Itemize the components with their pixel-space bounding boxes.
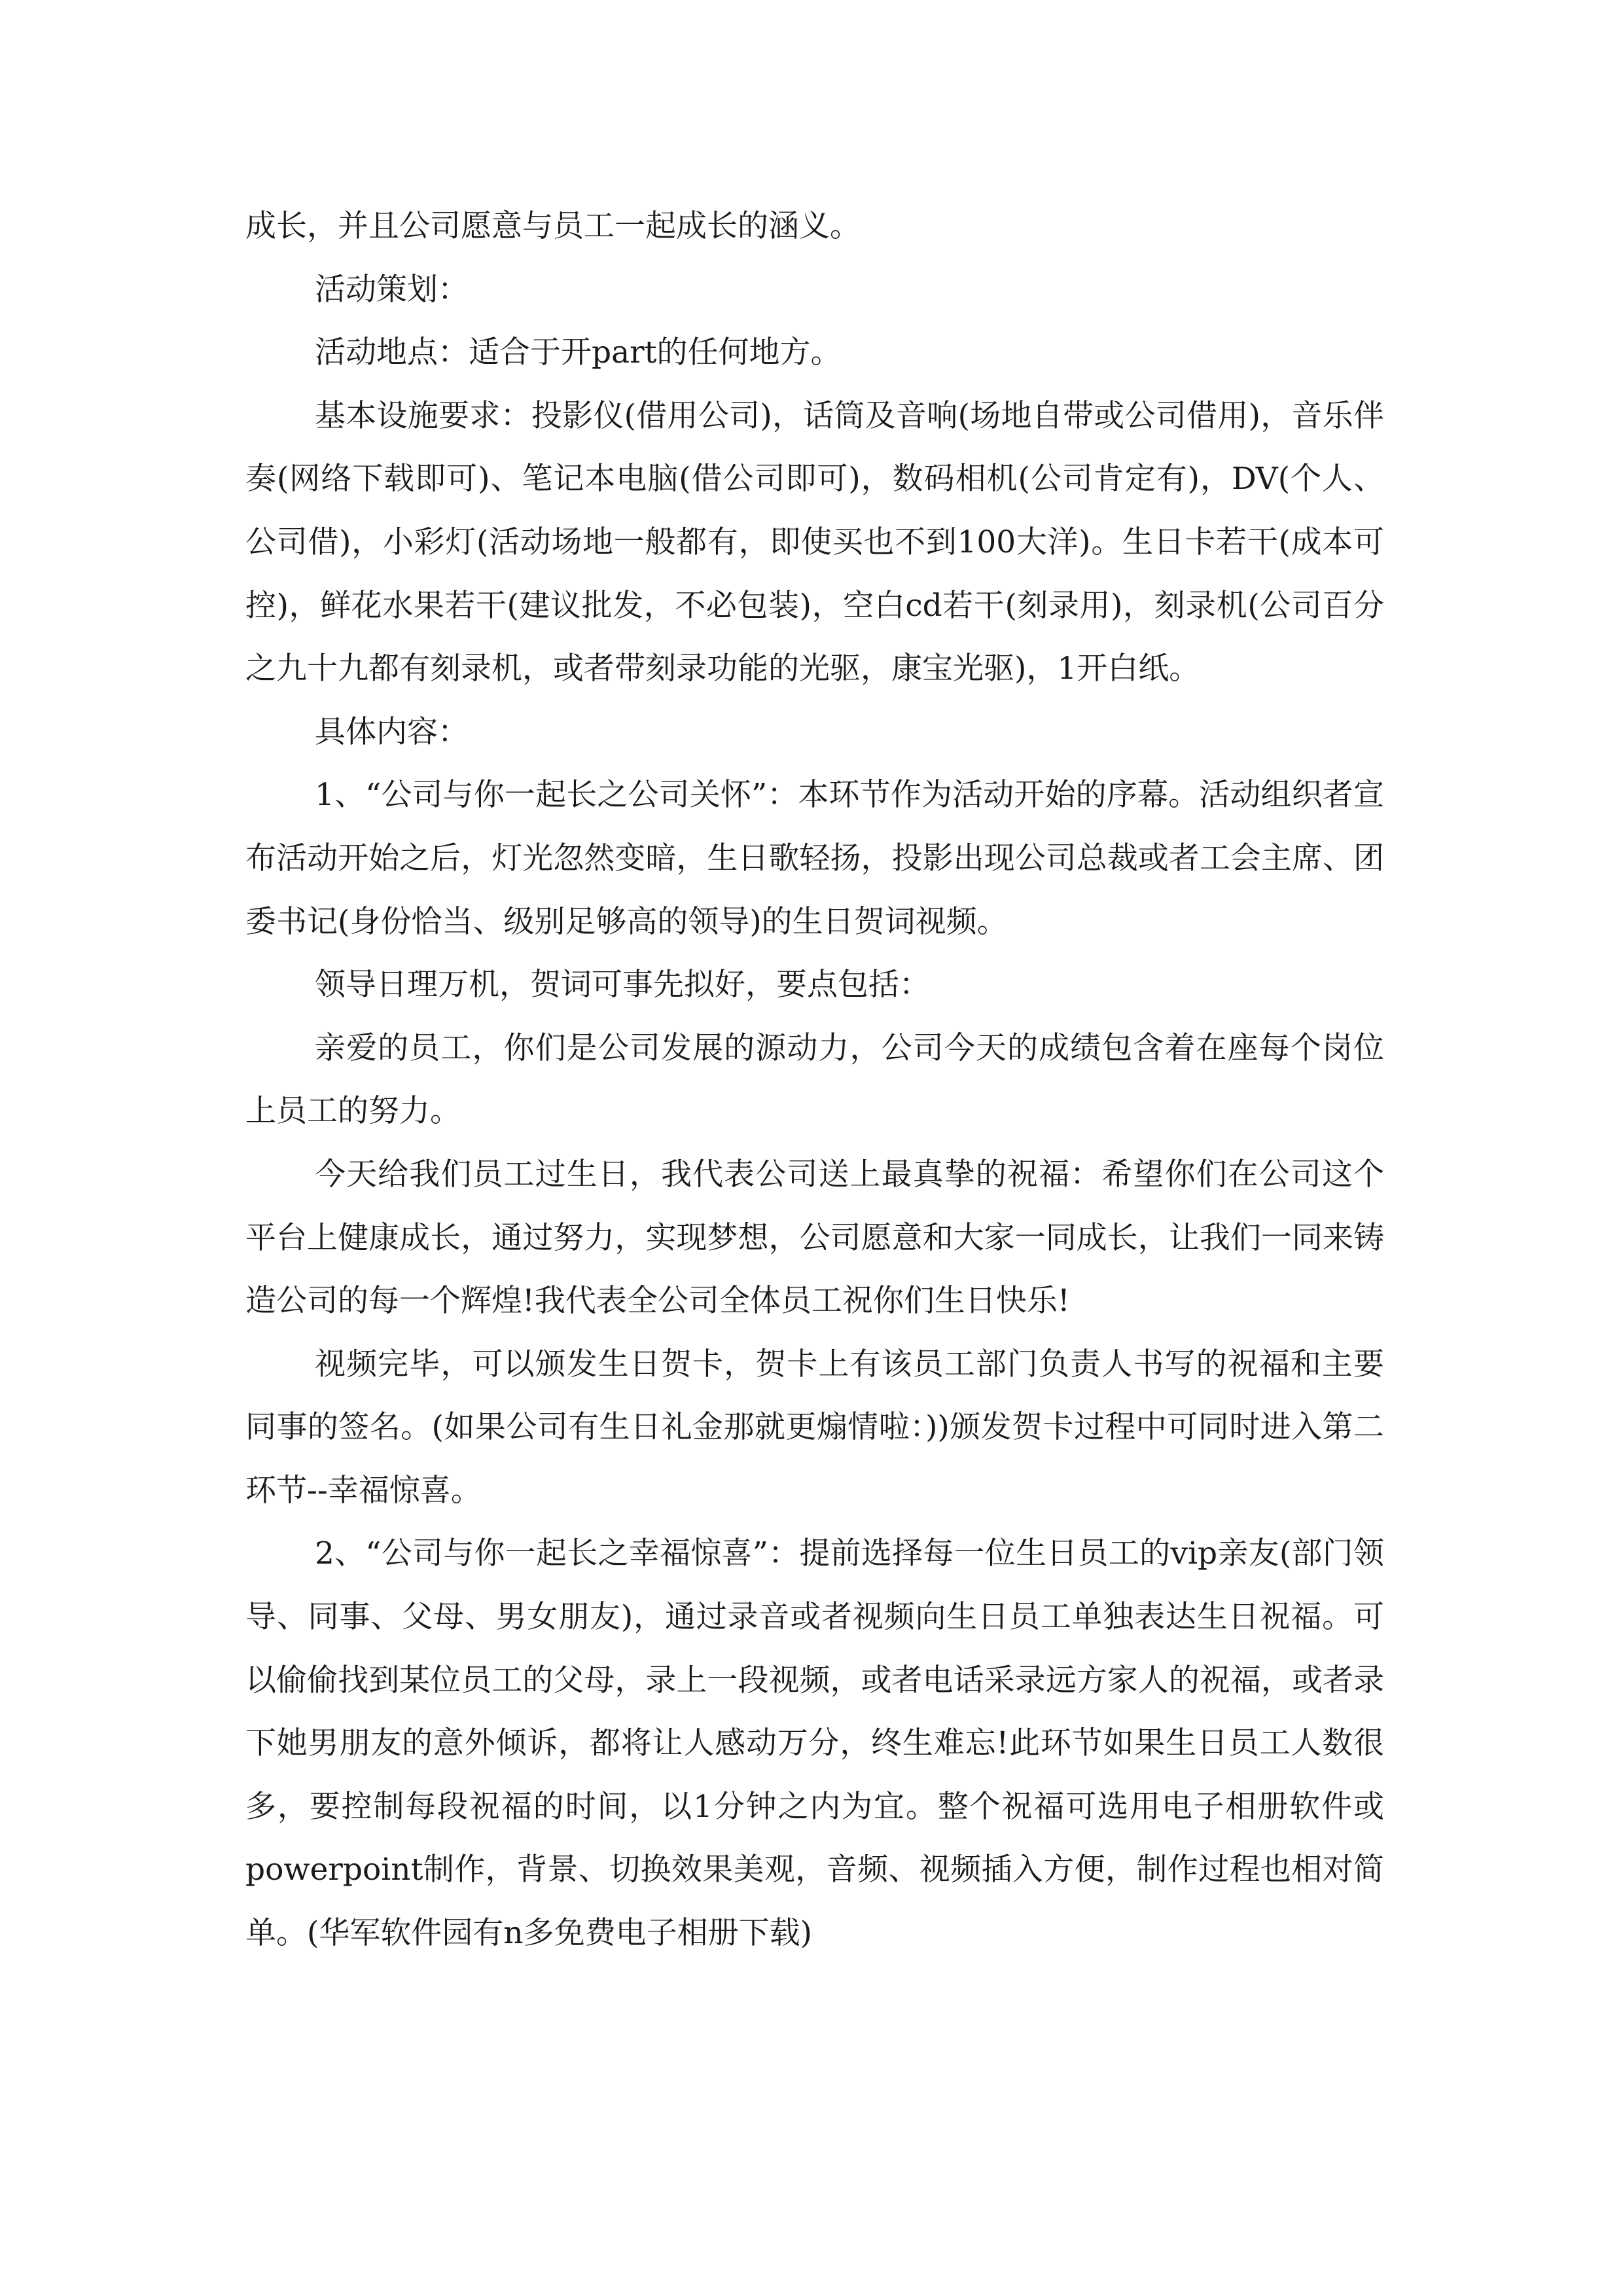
paragraph-continuation: 成长，并且公司愿意与员工一起成长的涵义。 (245, 208, 861, 244)
paragraph-section-1: 1、“公司与你一起长之公司关怀”：本环节作为活动开始的序幕。活动组织者宣布活动开始之后，灯光忽然变暗，生日歌轻扬，投影出现公司总裁或者工会主席、团委书记(身份恰当、级别足够高的领导)的生日贺词视频。 (245, 777, 1384, 940)
paragraph-activity-plan-heading: 活动策划： (315, 271, 469, 308)
paragraph-leader-note: 领导日理万机，贺词可事先拟好，要点包括： (315, 967, 930, 1003)
paragraph-facility-requirements: 基本设施要求：投影仪(借用公司)，话筒及音响(场地自带或公司借用)，音乐伴奏(网络下载即可)、笔记本电脑(借公司即可)，数码相机(公司肯定有)，DV(个人、公司借)，小彩灯(活动场地一般都有，即使买也不到100大洋)。生日卡若干(成本可控)，鲜花水果若干(建议批发，不必包装)，空白cd若干(刻录用)，刻录机(公司百分之九十九都有刻录机，或者带刻录功能的光驱，康宝光驱)，1开白纸。 (245, 397, 1384, 687)
paragraph-activity-location: 活动地点：适合于开part的任何地方。 (315, 334, 842, 371)
paragraph-card-award: 视频完毕，可以颁发生日贺卡，贺卡上有该员工部门负责人书写的祝福和主要同事的签名。(如果公司有生日礼金那就更煽情啦：))颁发贺卡过程中可同时进入第二环节--幸福惊喜。 (245, 1346, 1384, 1509)
paragraph-greeting-1: 亲爱的员工，你们是公司发展的源动力，公司今天的成绩包含着在座每个岗位上员工的努力。 (245, 1030, 1384, 1130)
paragraph-greeting-2: 今天给我们员工过生日，我代表公司送上最真挚的祝福：希望你们在公司这个平台上健康成长，通过努力，实现梦想，公司愿意和大家一同成长，让我们一同来铸造公司的每一个辉煌!我代表全公司全体员工祝你们生日快乐! (245, 1156, 1384, 1319)
paragraph-section-2: 2、“公司与你一起长之幸福惊喜”：提前选择每一位生日员工的vip亲友(部门领导、同事、父母、男女朋友)，通过录音或者视频向生日员工单独表达生日祝福。可以偷偷找到某位员工的父母，录上一段视频，或者电话采录远方家人的祝福，或者录下她男朋友的意外倾诉，都将让人感动万分，终生难忘!此环节如果生日员工人数很多，要控制每段祝福的时间，以1分钟之内为宜。整个祝福可选用电子相册软件或powerpoint制作，背景、切换效果美观，音频、视频插入方便，制作过程也相对简单。(华军软件园有n多免费电子相册下载) (245, 1535, 1384, 1952)
paragraph-content-heading: 具体内容： (315, 713, 469, 750)
document-body (245, 195, 1384, 1965)
